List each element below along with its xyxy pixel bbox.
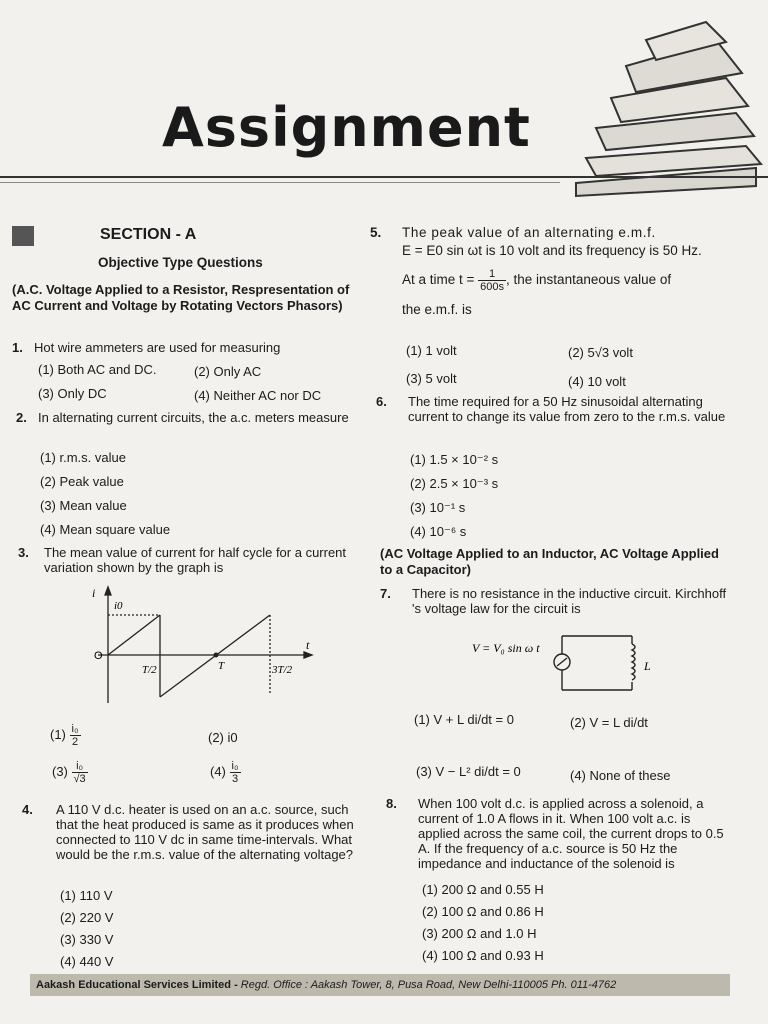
question-text: The mean value of current for half cycle for a current variation shown by the graph is [44,545,347,575]
section-subtitle: Objective Type Questions [98,255,263,270]
graph-tick-3t-half: 3T/2 [272,664,293,676]
footer-company: Aakash Educational Services Limited - [36,979,241,991]
question-2 [16,410,356,425]
frac-num: i₀ [231,760,239,772]
question-3 [18,545,358,575]
question-text-line3 [370,268,732,293]
q5-option-1[interactable]: (1) 1 volt [406,343,457,358]
fraction-i0-over-root3 [72,760,88,785]
circuit-voltage-label: V = V₀ sin ω t [472,641,540,655]
question-1 [12,340,357,355]
q3-option-4[interactable] [210,760,241,785]
q2-option-3[interactable]: (3) Mean value [40,498,127,513]
q8-option-1[interactable]: (1) 200 Ω and 0.55 H [422,882,544,897]
q1-option-4[interactable]: (4) Neither AC nor DC [194,388,322,403]
frac-den: √3 [73,773,86,785]
frac-den: 3 [231,773,239,785]
question-text: There is no resistance in the inductive circuit. Kirchhoff 's voltage law for the circuit is [412,586,727,616]
q4-option-2[interactable]: (2) 220 V [60,910,114,925]
topic-heading-1: (A.C. Voltage Applied to a Resistor, Respresentation of AC Current and Voltage by Rotating Vectors Phasors) [12,282,350,313]
graph-tick-t-half: T/2 [142,664,157,676]
question-number: 3. [18,545,29,560]
q5-option-4[interactable]: (4) 10 volt [568,374,626,389]
frac-num: 1 [478,268,506,281]
q2-option-1[interactable]: (1) r.m.s. value [40,450,126,465]
q7-option-2[interactable]: (2) V = L di/dt [570,715,648,730]
graph-origin: O [94,650,103,662]
q6-option-1[interactable]: (1) 1.5 × 10⁻² s [410,452,499,467]
question-number: 7. [380,586,391,601]
books-illustration [556,18,766,198]
question-number: 2. [16,410,27,425]
question-text: A 110 V d.c. heater is used on an a.c. source, such that the heat produced is same as it produces when connected to 110 V dc in same time-intervals. What would be the r.m.s. value of the alternating voltage? [56,802,354,862]
q6-option-2[interactable]: (2) 2.5 × 10⁻³ s [410,476,499,491]
option-label: (4) [210,763,226,779]
graph-axis-t: t [306,638,310,652]
question-text: The time required for a 50 Hz sinusoidal alternating current to change its value from zero to the r.m.s. value [408,394,726,424]
question-number: 4. [22,802,33,817]
footer-office: Regd. Office : Aakash Tower, 8, Pusa Road, New Delhi-110005 Ph. 011-4762 [240,979,617,991]
question-text-line4: the e.m.f. is [402,302,472,317]
fraction-time [478,268,506,293]
text-segment: At a time t = [402,272,475,288]
graph-axis-i: i [92,586,96,600]
question-5 [370,224,732,319]
frac-den: 600s [480,281,505,293]
q8-option-2[interactable]: (2) 100 Ω and 0.86 H [422,904,544,919]
q3-option-3[interactable] [52,760,88,785]
question-text: In alternating current circuits, the a.c. meters measure [38,410,349,425]
current-graph [88,585,318,705]
q6-option-4[interactable]: (4) 10⁻⁶ s [410,524,467,539]
q8-option-3[interactable]: (3) 200 Ω and 1.0 H [422,926,537,941]
question-7 [380,586,732,616]
frac-num: i₀ [71,723,79,735]
question-4 [22,802,362,862]
question-number: 8. [386,796,397,811]
question-number: 6. [376,394,387,409]
graph-tick-t: T [218,660,225,672]
q1-option-2[interactable]: (2) Only AC [194,364,262,379]
q3-option-2[interactable]: (2) i0 [208,730,238,745]
fraction-i0-over-2 [70,723,81,748]
question-8 [386,796,732,871]
circuit-inductor-label: L [644,659,651,673]
question-number: 1. [12,340,23,355]
q5-option-2[interactable]: (2) 5√3 volt [568,345,633,360]
topic-heading-2: (AC Voltage Applied to an Inductor, AC Voltage Applied to a Capacitor) [380,546,719,577]
q3-option-1[interactable] [50,723,81,748]
q4-option-3[interactable]: (3) 330 V [60,932,114,947]
section-title: SECTION - A [100,226,197,243]
question-number: 5. [370,225,382,240]
q1-option-1[interactable]: (1) Both AC and DC. [38,362,157,377]
frac-den: 2 [71,736,79,748]
graph-label-i0: i0 [114,600,123,612]
q6-option-3[interactable]: (3) 10⁻¹ s [410,500,466,515]
fraction-i0-over-3 [230,760,241,785]
q8-option-4[interactable]: (4) 100 Ω and 0.93 H [422,948,544,963]
section-marker [12,226,34,246]
inductor-circuit [464,630,704,700]
footer-bar [30,974,730,996]
q1-option-3[interactable]: (3) Only DC [38,386,107,401]
q7-option-4[interactable]: (4) None of these [570,768,671,783]
question-text-line2: E = E0 sin ωt is 10 volt and its frequency is 50 Hz. [402,243,702,258]
option-label: (1) [50,726,66,742]
q4-option-4[interactable]: (4) 440 V [60,954,114,969]
q4-option-1[interactable]: (1) 110 V [60,888,113,903]
page-title: Assignment [162,96,531,159]
question-text-line1: The peak value of an alternating e.m.f. [402,225,656,240]
question-6 [376,394,732,424]
q2-option-2[interactable]: (2) Peak value [40,474,124,489]
q2-option-4[interactable]: (4) Mean square value [40,522,171,537]
q5-option-3[interactable]: (3) 5 volt [406,371,457,386]
title-rule-thin [0,182,560,183]
option-label: (3) [52,763,68,779]
frac-num: i₀ [72,760,88,773]
question-text: When 100 volt d.c. is applied across a solenoid, a current of 1.0 A flows in it. When 100 volt a.c. is applied across the same coil, the current drops to 0.5 A. If the frequency of a.c. source is 50 Hz the impedance and inductance of the solenoid is [418,796,724,871]
question-text: Hot wire ammeters are used for measuring [34,340,281,355]
text-segment: , the instantaneous value of [506,272,672,288]
q7-option-1[interactable]: (1) V + L di/dt = 0 [414,712,514,727]
q7-option-3[interactable]: (3) V − L² di/dt = 0 [416,764,521,779]
title-rule [0,176,768,178]
